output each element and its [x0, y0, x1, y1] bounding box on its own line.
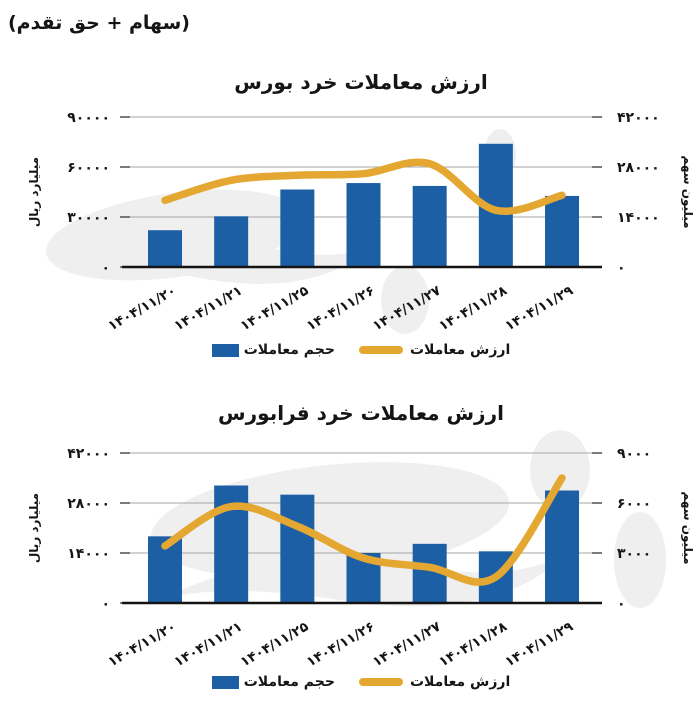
left-axis-tick-label: ۲۸۰۰۰ [67, 496, 110, 512]
date-label: ۱۴۰۴/۱۱/۲۹ [502, 282, 577, 335]
date-label: ۱۴۰۴/۱۱/۲۶ [303, 618, 378, 671]
bar [545, 491, 579, 604]
date-label: ۱۴۰۴/۱۱/۲۵ [237, 618, 312, 671]
left-axis-title: میلیارد ریال [27, 156, 41, 228]
right-axis-tick-label: ۹۰۰۰ [617, 446, 652, 462]
right-axis-tick-label: ۴۲۰۰۰ [617, 110, 660, 126]
left-axis-tick-label: ۶۰۰۰۰ [67, 160, 110, 176]
right-axis-title: میلیون سهم [681, 491, 695, 565]
legend-volume-label: حجم معاملات [243, 674, 335, 690]
right-axis-tick-label: ۰ [617, 596, 626, 612]
bar [148, 230, 182, 267]
date-label: ۱۴۰۴/۱۱/۲۰ [105, 618, 179, 671]
chart-1-title: ارزش معاملات خرد بورس [234, 70, 488, 94]
chart-2-legend [118, 674, 604, 690]
date-label: ۱۴۰۴/۱۱/۲۸ [436, 282, 510, 335]
left-axis-tick-label: ۰ [101, 260, 110, 276]
line-series-swatch [359, 346, 403, 354]
bar [347, 183, 381, 267]
date-label: ۱۴۰۴/۱۱/۲۷ [370, 618, 444, 671]
date-label: ۱۴۰۴/۱۱/۲۱ [171, 282, 246, 335]
date-label: ۱۴۰۴/۱۱/۲۰ [105, 282, 179, 335]
right-axis-tick-label: ۲۸۰۰۰ [617, 160, 660, 176]
date-label: ۱۴۰۴/۱۱/۲۸ [436, 618, 510, 671]
date-label: ۱۴۰۴/۱۱/۲۶ [303, 282, 378, 335]
page-subtitle: (سهام + حق تقدم) [8, 12, 190, 34]
date-label: ۱۴۰۴/۱۱/۲۵ [237, 282, 312, 335]
line-series-swatch [359, 678, 403, 686]
left-axis-tick-label: ۴۲۰۰۰ [67, 446, 110, 462]
right-axis-tick-label: ۳۰۰۰ [617, 546, 652, 562]
bar [280, 495, 314, 603]
left-axis-tick-label: ۱۴۰۰۰ [67, 546, 110, 562]
right-axis-tick-label: ۰ [617, 260, 626, 276]
bar [280, 190, 314, 268]
bar [413, 186, 447, 267]
left-axis-tick-label: ۰ [101, 596, 110, 612]
bar [545, 196, 579, 267]
legend-value-label: ارزش معاملات [409, 674, 511, 690]
left-axis-tick-label: ۹۰۰۰۰ [67, 110, 110, 126]
legend-volume-label: حجم معاملات [243, 342, 335, 358]
right-axis-title: میلیون سهم [681, 155, 695, 229]
bar-series-swatch [212, 344, 239, 357]
left-axis-title: میلیارد ریال [27, 492, 41, 564]
chart-2-title: ارزش معاملات خرد فرابورس [218, 401, 504, 425]
bar-series-swatch [212, 676, 239, 689]
right-axis-tick-label: ۱۴۰۰۰ [617, 210, 660, 226]
date-label: ۱۴۰۴/۱۱/۲۹ [502, 618, 577, 671]
date-label: ۱۴۰۴/۱۱/۲۱ [171, 618, 246, 671]
left-axis-tick-label: ۳۰۰۰۰ [67, 210, 110, 226]
legend-value-label: ارزش معاملات [409, 342, 511, 358]
bar [214, 216, 248, 267]
chart-1-legend [118, 342, 604, 358]
date-label: ۱۴۰۴/۱۱/۲۷ [370, 282, 444, 335]
right-axis-tick-label: ۶۰۰۰ [617, 496, 652, 512]
